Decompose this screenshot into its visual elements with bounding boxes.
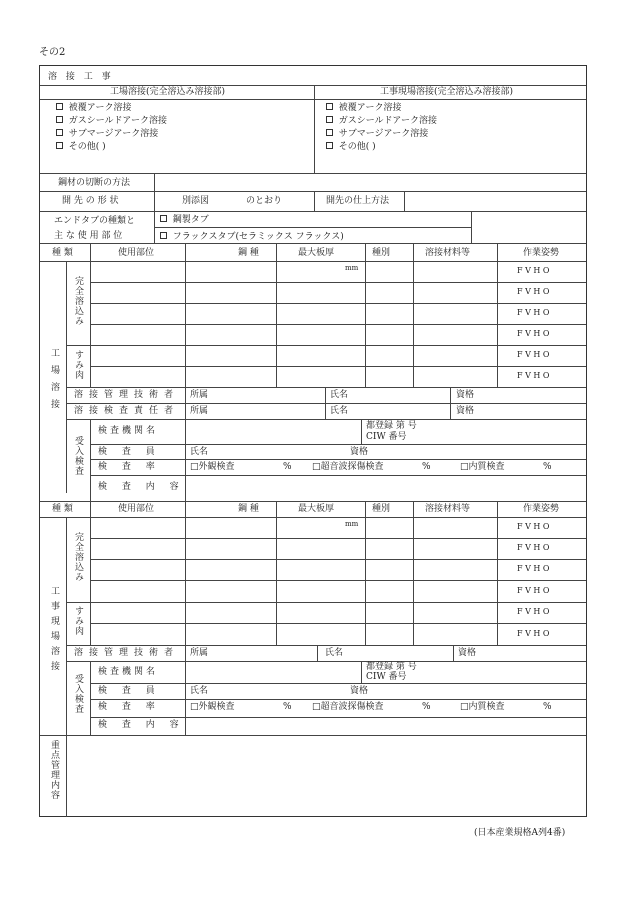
visual-inspection[interactable]: □外観検査 (190, 462, 235, 472)
cutting-method-label: 鋼材の切断の方法 (58, 178, 131, 188)
checkbox[interactable] (326, 103, 333, 110)
option-label: ガスシールドアーク溶接 (68, 116, 168, 126)
factory-weld-header: 工場溶接(完全溶込み溶接部) (110, 87, 226, 97)
posture-row: F V H O (517, 543, 550, 552)
factory-manager-label: 溶接管理技術者 (74, 390, 180, 400)
groove-ref-value: のとおり (246, 196, 283, 206)
name-label: 氏名 (190, 447, 209, 457)
name-label: 氏名 (190, 686, 209, 696)
registration-line-1: 都登録 第 号 (366, 662, 417, 672)
posture-row: F V H O (517, 564, 550, 573)
groove-shape-label: 開 先 の 形 状 (62, 196, 119, 206)
groove-ref-label: 別添図 (182, 196, 210, 206)
ultrasonic-inspection[interactable]: □超音波探傷検査 (312, 462, 384, 472)
unit-mm: mm (345, 520, 359, 528)
welding-form (39, 65, 587, 817)
header-material: 溶接材料等 (425, 248, 471, 258)
header-posture: 作業姿勢 (523, 248, 560, 258)
qualification-label: 資格 (456, 406, 475, 416)
registration-line-1: 都登録 第 号 (366, 421, 417, 431)
checkbox[interactable] (56, 129, 63, 136)
factory-fillet-label: すみ肉 (73, 350, 83, 380)
percent: % (283, 462, 292, 472)
checkbox[interactable] (56, 103, 63, 110)
site-option-2[interactable] (326, 116, 437, 126)
qualification-label: 資格 (350, 686, 369, 696)
posture-row: F V H O (517, 607, 550, 616)
posture-row: F V H O (517, 586, 550, 595)
content-label: 検 査 内 容 (98, 720, 185, 730)
factory-inspector-label: 溶接検査責任者 (74, 406, 180, 416)
factory-option-1[interactable] (56, 103, 131, 113)
posture-row: F V H O (517, 266, 550, 275)
site-group-label: 工事現場溶接 (49, 586, 59, 676)
percent: % (543, 462, 552, 472)
content-label: 検 査 内 容 (98, 482, 185, 492)
option-label: その他( ) (68, 142, 106, 152)
registration-line-2: CIW 番号 (366, 672, 407, 682)
option-label: フラックスタブ(セラミックス フラックス) (172, 232, 344, 242)
internal-inspection[interactable]: □内質検査 (460, 462, 505, 472)
site-weld-header: 工事現場溶接(完全溶込み溶接部) (380, 87, 514, 97)
name-label: 氏名 (330, 406, 349, 416)
option-label: ガスシールドアーク溶接 (338, 116, 438, 126)
header-posture: 作業姿勢 (523, 504, 560, 514)
site-fillet-label: すみ肉 (73, 606, 83, 636)
header-thickness: 最大板厚 (298, 504, 335, 514)
inspector-label: 検 査 員 (98, 447, 161, 457)
posture-row: F V H O (517, 308, 550, 317)
posture-row: F V H O (517, 371, 550, 380)
agency-label: 検査機関名 (98, 667, 159, 677)
posture-row: F V H O (517, 522, 550, 531)
endtab-steel-option[interactable] (160, 215, 209, 225)
header-material: 溶接材料等 (425, 504, 471, 514)
checkbox[interactable] (160, 232, 167, 239)
factory-option-4[interactable] (56, 142, 106, 152)
affiliation-label: 所属 (190, 390, 209, 400)
name-label: 氏名 (330, 390, 349, 400)
rate-label: 検 査 率 (98, 702, 161, 712)
option-label: 鋼製タブ (172, 215, 209, 225)
checkbox[interactable] (56, 116, 63, 123)
site-full-penetration-label: 完全溶込み (73, 532, 83, 582)
posture-row: F V H O (517, 350, 550, 359)
ultrasonic-inspection[interactable]: □超音波探傷検査 (312, 702, 384, 712)
option-label: 被覆アーク溶接 (338, 103, 402, 113)
qualification-label: 資格 (350, 447, 369, 457)
key-management-label: 重点管理内容 (49, 740, 59, 800)
inspector-label: 検 査 員 (98, 686, 161, 696)
factory-group-label: 工場溶接 (49, 348, 59, 416)
option-label: その他( ) (338, 142, 376, 152)
name-label: 氏名 (325, 648, 344, 658)
header-part: 使用部位 (118, 504, 155, 514)
registration-line-2: CIW 番号 (366, 432, 407, 442)
qualification-label: 資格 (458, 648, 477, 658)
header-steel: 鋼 種 (238, 248, 259, 258)
page-label: その2 (39, 47, 66, 58)
site-acceptance-label: 受入検査 (73, 674, 83, 714)
header-type: 種 類 (52, 504, 73, 514)
factory-option-3[interactable] (56, 129, 158, 139)
header-part: 使用部位 (118, 248, 155, 258)
footer-note: (日本産業規格A列4番) (474, 828, 566, 838)
agency-label: 検査機関名 (98, 426, 159, 436)
visual-inspection[interactable]: □外観検査 (190, 702, 235, 712)
checkbox[interactable] (160, 215, 167, 222)
header-class: 種別 (372, 248, 391, 258)
posture-row: F V H O (517, 629, 550, 638)
endtab-label-1: エンドタブの種類と (54, 216, 136, 226)
affiliation-label: 所属 (190, 648, 209, 658)
groove-finish-label: 開先の仕上方法 (326, 196, 390, 206)
affiliation-label: 所属 (190, 406, 209, 416)
option-label: サブマージアーク溶接 (68, 129, 159, 139)
site-manager-label: 溶接管理技術者 (74, 648, 180, 658)
checkbox[interactable] (326, 142, 333, 149)
checkbox[interactable] (326, 116, 333, 123)
site-option-4[interactable] (326, 142, 376, 152)
site-option-3[interactable] (326, 129, 428, 139)
endtab-label-2: 主 な 使 用 部 位 (54, 231, 123, 241)
section-title: 溶 接 工 事 (48, 72, 114, 82)
posture-row: F V H O (517, 329, 550, 338)
checkbox[interactable] (326, 129, 333, 136)
rate-label: 検 査 率 (98, 462, 161, 472)
header-steel: 鋼 種 (238, 504, 259, 514)
option-label: 被覆アーク溶接 (68, 103, 132, 113)
checkbox[interactable] (56, 142, 63, 149)
factory-full-penetration-label: 完全溶込み (73, 276, 83, 326)
factory-acceptance-label: 受入検査 (73, 436, 83, 476)
unit-mm: mm (345, 264, 359, 272)
factory-option-2[interactable] (56, 116, 167, 126)
site-option-1[interactable] (326, 103, 401, 113)
header-thickness: 最大板厚 (298, 248, 335, 258)
header-type: 種 類 (52, 248, 73, 258)
percent: % (283, 702, 292, 712)
option-label: サブマージアーク溶接 (338, 129, 429, 139)
header-class: 種別 (372, 504, 391, 514)
posture-row: F V H O (517, 287, 550, 296)
endtab-flux-option[interactable] (160, 232, 344, 242)
qualification-label: 資格 (456, 390, 475, 400)
percent: % (543, 702, 552, 712)
internal-inspection[interactable]: □内質検査 (460, 702, 505, 712)
percent: % (422, 462, 431, 472)
percent: % (422, 702, 431, 712)
